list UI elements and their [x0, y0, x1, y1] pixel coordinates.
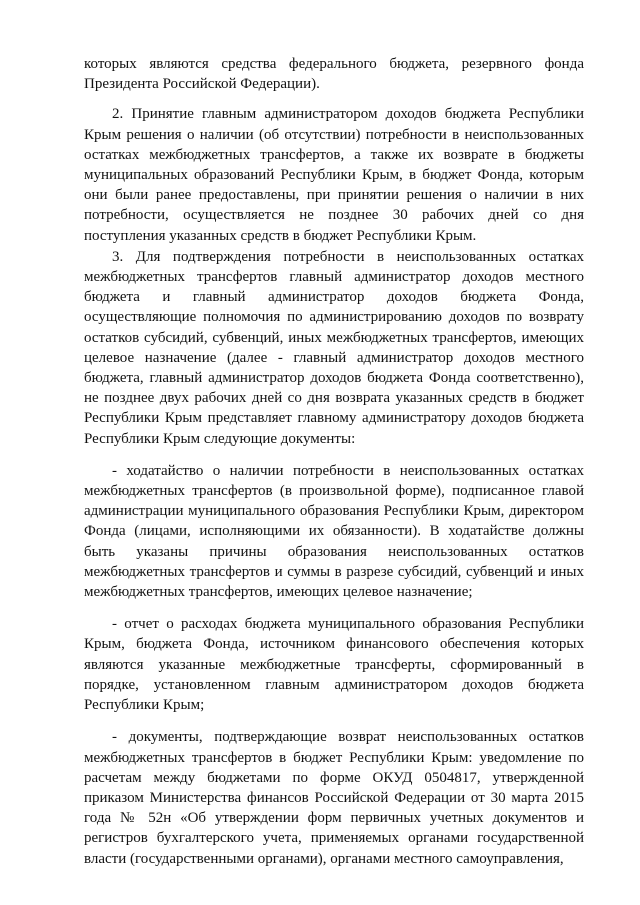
document-page	[84, 54, 584, 869]
paragraph-continuation: которых являются средства федерального бюджета, резервного фонда Президента Российской Федерации).	[84, 56, 584, 93]
list-item-return-documents: - документы, подтверждающие возврат неиспользованных остатков межбюджетных трансфертов в бюджет Республики Крым: уведомление по расчетам между бюджетами по форме ОКУД 0504817, утвержденной приказом Министерства финансов Российской Федерации от 30 марта 2015 года № 52н «Об утверждении форм первичных учетных документов и регистров бухгалтерского учета, применяемых органами государственной власти (государственными органами), органами местного самоуправления,	[84, 729, 584, 867]
paragraph-item-3: 3. Для подтверждения потребности в неиспользованных остатках межбюджетных трансфертов главный администратор доходов местного бюджета и главный администратор доходов бюджета Фонда, осуществляющие полномочия по администрированию доходов по возврату остатков субсидий, субвенций, иных межбюджетных трансфертов, имеющих целевое назначение (далее - главный администратор доходов местного бюджета, главный администратор доходов бюджета Фонда соответственно), не позднее двух рабочих дней со дня возврата указанных средств в бюджет Республики Крым представляет главному администратору доходов бюджета Республики Крым следующие документы:	[84, 248, 584, 447]
list-item-petition: - ходатайство о наличии потребности в неиспользованных остатках межбюджетных трансфертов (в произвольной форме), подписанное главой администрации муниципального образования Республики Крым, директором Фонда (лицами, исполняющими их обязанности). В ходатайстве должны быть указаны причины образования неиспользованных остатков межбюджетных трансфертов и суммы в разрезе субсидий, субвенций и иных межбюджетных трансфертов, имеющих целевое назначение;	[84, 462, 584, 601]
list-item-expense-report: - отчет о расходах бюджета муниципального образования Республики Крым, бюджета Фонда, источником финансового обеспечения которых являются указанные межбюджетные трансферты, сформированный в порядке, установленном главным администратором доходов бюджета Республики Крым;	[84, 616, 584, 714]
paragraph-item-2: 2. Принятие главным администратором доходов бюджета Республики Крым решения о наличии (об отсутствии) потребности в неиспользованных остатках межбюджетных трансфертов, а также их возврате в бюджеты муниципальных образований Республики Крым, в бюджет Фонда, которым они были ранее предоставлены, при принятии решения о наличии в них потребности, осуществляется не позднее 30 рабочих дней со дня поступления указанных средств в бюджет Республики Крым.	[84, 106, 584, 244]
